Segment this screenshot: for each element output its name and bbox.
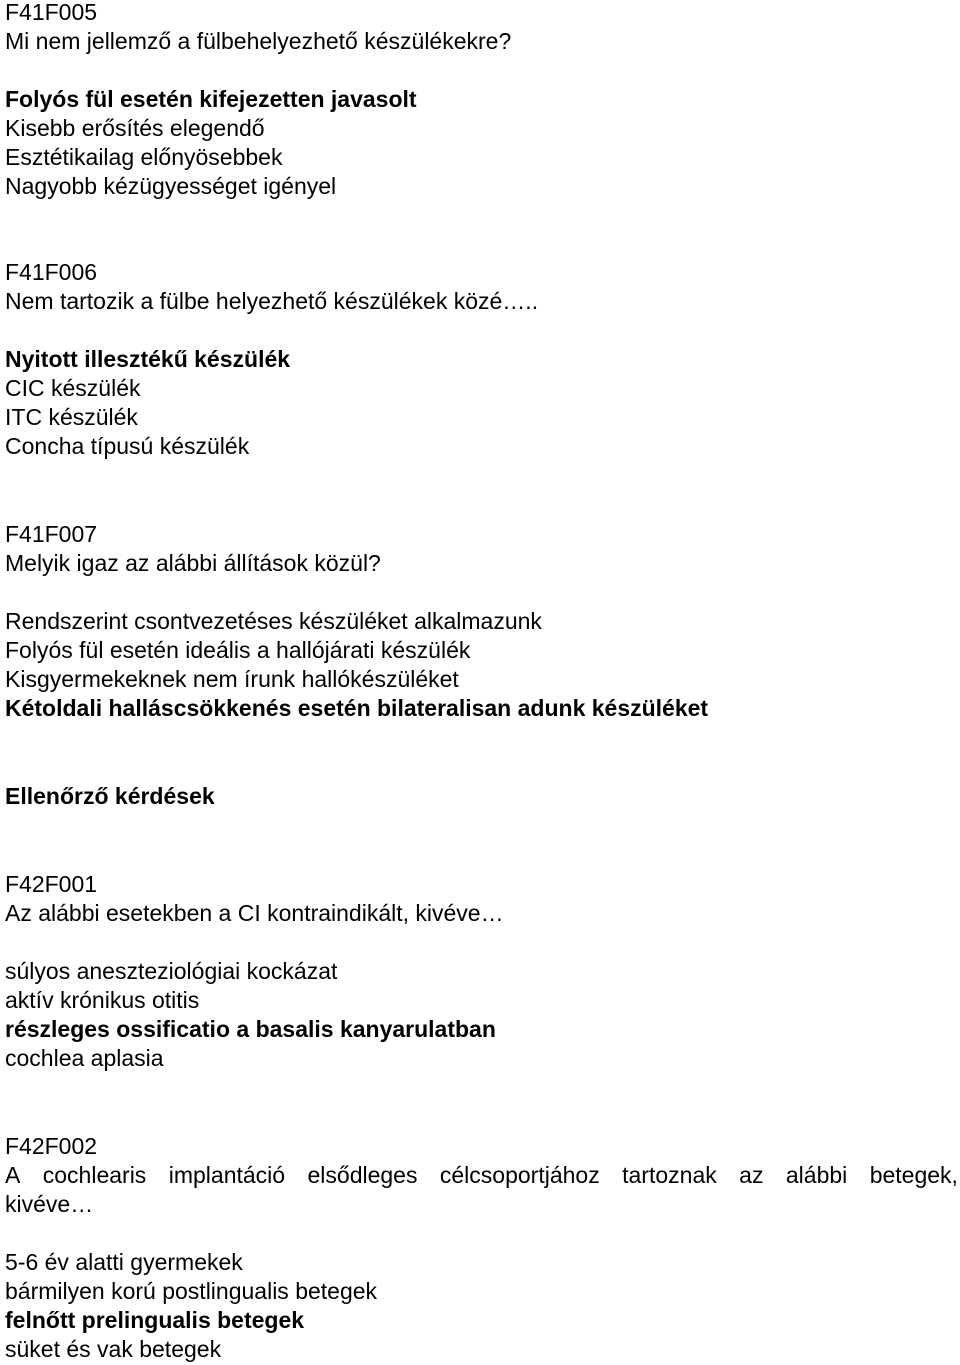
question-word: betegek, <box>869 1162 958 1188</box>
answer-option: Nagyobb kézügyességet igényel <box>5 173 337 199</box>
answer-option: cochlea aplasia <box>5 1045 164 1071</box>
question-word: az <box>739 1162 764 1188</box>
question-word: A <box>5 1162 21 1188</box>
answer-option: Kisebb erősítés elegendő <box>5 115 265 141</box>
answer-option: CIC készülék <box>5 375 141 401</box>
question-word: cochlearis <box>42 1162 147 1188</box>
answer-option: Esztétikailag előnyösebbek <box>5 144 283 170</box>
question-word: célcsoportjához <box>439 1162 600 1188</box>
question-text: Nem tartozik a fülbe helyezhető készülékek közé….. <box>5 288 539 314</box>
question-text: Melyik igaz az alábbi állítások közül? <box>5 550 381 576</box>
question-text: kivéve… <box>5 1191 94 1217</box>
question-word: elsődleges <box>307 1162 418 1188</box>
question-word: tartoznak <box>622 1162 717 1188</box>
answer-option: Kisgyermekeknek nem írunk hallókészüléket <box>5 666 459 692</box>
answer-correct: felnőtt prelingualis betegek <box>5 1307 305 1333</box>
section-heading: Ellenőrző kérdések <box>5 783 215 809</box>
answer-option: bármilyen korú postlingualis betegek <box>5 1278 378 1304</box>
answer-correct: Folyós fül esetén kifejezetten javasolt <box>5 86 417 112</box>
answer-option: aktív krónikus otitis <box>5 987 200 1013</box>
question-word: alábbi <box>785 1162 848 1188</box>
answer-correct: Kétoldali halláscsökkenés esetén bilateralisan adunk készüléket <box>5 695 709 721</box>
question-word: implantáció <box>168 1162 286 1188</box>
answer-correct: részleges ossificatio a basalis kanyarulatban <box>5 1016 496 1042</box>
question-text-justified <box>5 1161 958 1189</box>
question-text: Mi nem jellemző a fülbehelyezhető készülékekre? <box>5 28 512 54</box>
question-code: F42F001 <box>5 871 98 897</box>
question-code: F41F005 <box>5 0 98 25</box>
question-code: F41F007 <box>5 521 98 547</box>
answer-option: süket és vak betegek <box>5 1336 222 1362</box>
answer-option: súlyos aneszteziológiai kockázat <box>5 958 338 984</box>
answer-option: Concha típusú készülék <box>5 433 250 459</box>
question-code: F41F006 <box>5 259 98 285</box>
answer-option: Folyós fül esetén ideális a hallójárati készülék <box>5 637 471 663</box>
question-code: F42F002 <box>5 1133 98 1159</box>
answer-option: ITC készülék <box>5 404 138 430</box>
answer-option: 5-6 év alatti gyermekek <box>5 1249 243 1275</box>
question-text: Az alábbi esetekben a CI kontraindikált, kivéve… <box>5 900 504 926</box>
answer-correct: Nyitott illesztékű készülék <box>5 346 291 372</box>
answer-option: Rendszerint csontvezetéses készüléket alkalmazunk <box>5 608 542 634</box>
